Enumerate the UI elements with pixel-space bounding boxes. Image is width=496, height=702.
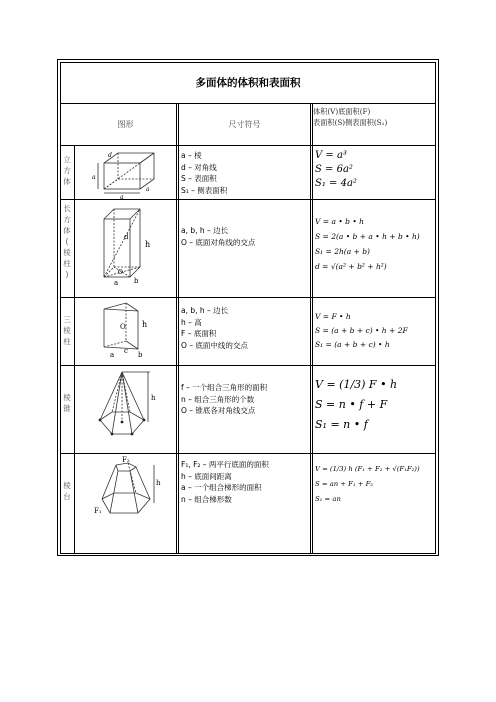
header-divider bbox=[60, 145, 436, 146]
tri-prism-symbols: a, b, h – 边长 h – 高 F – 底面积 O – 底面中线的交点 bbox=[181, 306, 248, 350]
svg-text:a: a bbox=[114, 279, 119, 287]
frustum-symbols: F₁, F₂ – 两平行底面的面积 h – 底面间距离 a – 一个组合梯形的面积 n – 组合梯形数 bbox=[181, 460, 269, 504]
row-name-frustum: 棱 台 bbox=[63, 481, 71, 501]
cube-figure bbox=[88, 149, 163, 201]
svg-text:F₁: F₁ bbox=[94, 507, 102, 515]
column-divider bbox=[312, 103, 313, 554]
row-divider bbox=[60, 199, 436, 200]
column-divider bbox=[74, 145, 75, 554]
header-formula-line1: 体积(V)底面积(F) bbox=[313, 107, 371, 116]
svg-text:b: b bbox=[138, 351, 143, 359]
prism-formulas: V = a • b • h S = 2(a • b + a • h + b • h) S₁ = 2h(a + b) d = √(a² + b² + h²) bbox=[315, 217, 420, 271]
tri-prism-figure bbox=[100, 301, 160, 361]
fig-label-d: d bbox=[108, 152, 112, 159]
svg-text:a: a bbox=[110, 351, 115, 359]
header-formulas bbox=[313, 106, 435, 128]
svg-text:F₂: F₂ bbox=[122, 456, 130, 464]
row-name-tri-prism: 三 棱 柱 bbox=[63, 315, 71, 346]
cube-formulas: V = a³ S = 6a² S₁ = 4a² bbox=[315, 150, 357, 189]
tri-prism-formulas: V = F • h S = (a + b + c) • h + 2F S₁ = (a + b + c) • h bbox=[315, 312, 408, 349]
pyramid-figure bbox=[92, 370, 162, 442]
svg-text:h: h bbox=[142, 320, 148, 329]
column-divider bbox=[176, 103, 177, 554]
svg-text:d: d bbox=[124, 233, 129, 241]
svg-text:a: a bbox=[120, 194, 124, 201]
column-divider bbox=[310, 103, 311, 554]
frustum-figure bbox=[92, 455, 164, 521]
svg-text:O: O bbox=[120, 323, 126, 331]
svg-text:a: a bbox=[92, 174, 96, 181]
svg-text:h: h bbox=[156, 479, 161, 487]
header-symbols: 尺寸符号 bbox=[228, 119, 261, 129]
svg-text:c: c bbox=[124, 347, 128, 355]
rect-prism-figure bbox=[100, 207, 160, 289]
row-divider bbox=[60, 453, 436, 454]
svg-text:O: O bbox=[118, 269, 123, 276]
pyramid-symbols: f – 一个组合三角形的面积 n – 组合三角形的个数 O – 锥底各对角线交点 bbox=[181, 383, 268, 415]
row-divider bbox=[60, 365, 436, 366]
svg-text:h: h bbox=[151, 394, 156, 402]
column-divider bbox=[178, 103, 179, 554]
svg-text:b: b bbox=[134, 277, 139, 285]
pyramid-formulas: V = (1/3) F • h S = n • f + F S₁ = n • f bbox=[315, 378, 398, 431]
svg-text:h: h bbox=[145, 240, 151, 249]
header-figure: 图形 bbox=[117, 119, 134, 129]
prism-symbols: a, b, h – 边长 O – 底面对角线的交点 bbox=[181, 226, 256, 247]
row-divider bbox=[60, 297, 436, 298]
svg-text:a: a bbox=[146, 186, 150, 193]
frustum-formulas: V = (1/3) h (F₁ + F₂ + √(F₁F₂)) S = an + F₁ + F₂ S₁ = an bbox=[315, 465, 420, 503]
row-name-pyramid: 棱 锥 bbox=[63, 393, 71, 413]
row-name-cube: 立 方 体 bbox=[63, 155, 71, 186]
row-name-prism: 长 方 体 ( 棱 柱 ) bbox=[63, 204, 71, 279]
header-formula-line2: 表面积(S)侧表面积(S₁) bbox=[313, 118, 388, 127]
cube-symbols: a – 棱 d – 对角线 S – 表面积 S₁ – 侧表面积 bbox=[181, 151, 228, 195]
table-title: 多面体的体积和表面积 bbox=[195, 77, 301, 89]
